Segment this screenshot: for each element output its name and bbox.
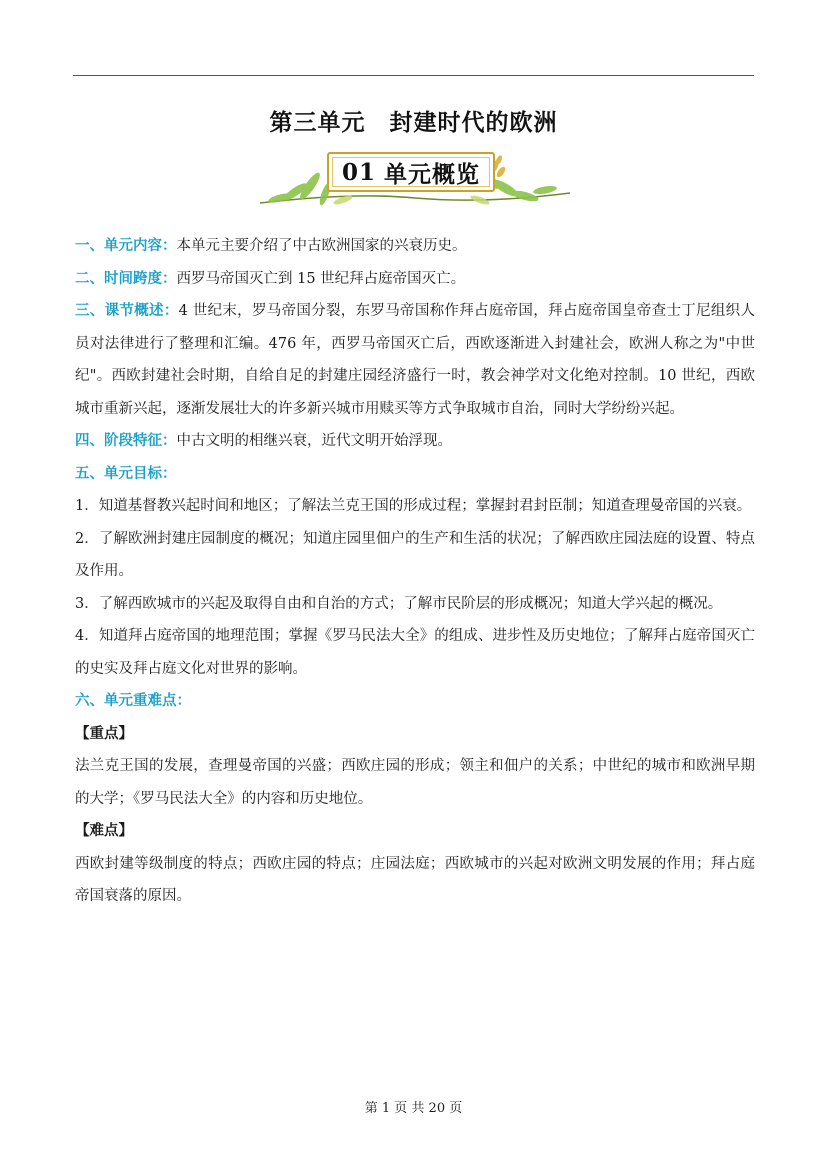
section-unit-content bbox=[75, 230, 755, 263]
section-text: 4 世纪末，罗马帝国分裂，东罗马帝国称作拜占庭帝国，拜占庭帝国皇帝查士丁尼组织人员对法律进行了整理和汇编。476 年，西罗马帝国灭亡后，西欧逐渐进入封建社会，欧洲人称之为"中世纪"。西欧封建社会时期，自给自足的封建庄园经济盛行一时，教会神学对文化绝对控制。10 世纪，西欧城市重新兴起，逐渐发展壮大的许多新兴城市用赎买等方式争取城市自治，同时大学纷纷兴起。 bbox=[75, 303, 755, 417]
section-heading: 四、阶段特征： bbox=[75, 432, 177, 449]
page-title: 第三单元 封建时代的欧洲 bbox=[269, 109, 558, 136]
section-heading: 五、单元目标： bbox=[75, 464, 177, 482]
section-heading: 一、单元内容： bbox=[75, 237, 177, 254]
banner-number: 01 bbox=[341, 158, 376, 186]
section-heading: 二、时间跨度： bbox=[75, 269, 177, 287]
section-overview bbox=[75, 295, 755, 425]
goal-item: 4．知道拜占庭帝国的地理范围；掌握《罗马民法大全》的组成、进步性及历史地位；了解拜占庭帝国灭亡的史实及拜占庭文化对世界的影响。 bbox=[75, 628, 755, 677]
banner-label: 单元概览 bbox=[384, 160, 480, 188]
section-text: 中古文明的相继兴衰，近代文明开始浮现。 bbox=[176, 433, 452, 449]
section-text: 本单元主要介绍了中古欧洲国家的兴衰历史。 bbox=[176, 238, 467, 254]
section-key-difficult bbox=[75, 685, 755, 718]
document-body bbox=[75, 230, 755, 913]
difficult-points-text: 西欧封建等级制度的特点；西欧庄园的特点；庄园法庭；西欧城市的兴起对欧洲文明发展的作用；拜占庭帝国衰落的原因。 bbox=[75, 855, 755, 904]
key-points-label: 【重点】 bbox=[75, 724, 133, 742]
goal-item: 2．了解欧洲封建庄园制度的概况；知道庄园里佃户的生产和生活的状况；了解西欧庄园法庭的设置、特点及作用。 bbox=[75, 530, 755, 579]
top-rule bbox=[73, 75, 754, 76]
key-points-text: 法兰克王国的发展，查理曼帝国的兴盛；西欧庄园的形成；领主和佃户的关系；中世纪的城市和欧洲早期的大学；《罗马民法大全》的内容和历史地位。 bbox=[75, 758, 755, 807]
difficult-points-label: 【难点】 bbox=[75, 822, 133, 839]
section-stage-features bbox=[75, 425, 755, 458]
goal-item: 1．知道基督教兴起时间和地区；了解法兰克王国的形成过程；掌握封君封臣制；知道查理曼帝国的兴衰。 bbox=[75, 498, 752, 514]
section-unit-goals bbox=[75, 458, 755, 491]
page-footer: 第 1 页 共 20 页 bbox=[364, 1101, 463, 1116]
section-banner bbox=[255, 148, 575, 214]
section-time-span bbox=[75, 263, 755, 296]
banner-label-box bbox=[327, 152, 495, 192]
section-text: 西罗马帝国灭亡到 15 世纪拜占庭帝国灭亡。 bbox=[176, 270, 466, 287]
section-heading: 六、单元重难点： bbox=[75, 692, 191, 709]
section-heading: 三、课节概述： bbox=[75, 302, 179, 319]
goal-item: 3．了解西欧城市的兴起及取得自由和自治的方式；了解市民阶层的形成概况；知道大学兴起的概况。 bbox=[75, 595, 723, 612]
